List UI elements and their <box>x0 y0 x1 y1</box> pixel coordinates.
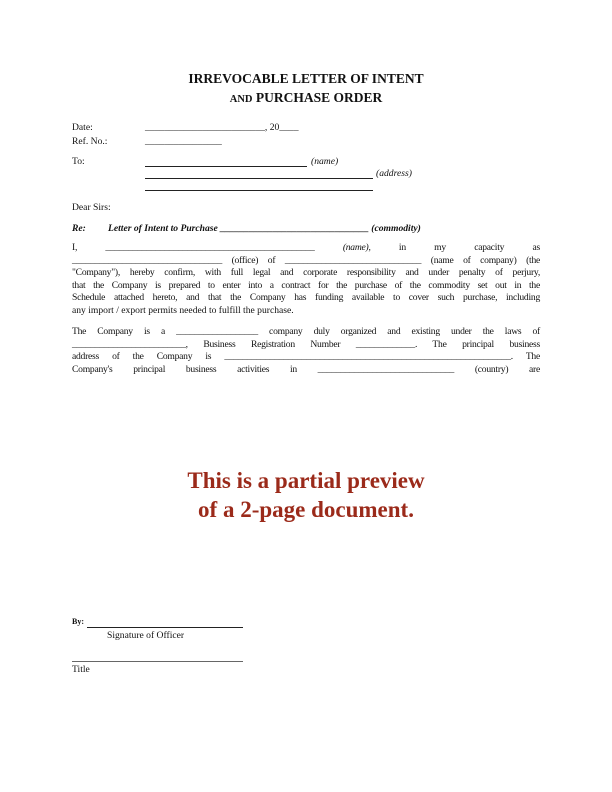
re-label: Re: <box>72 223 86 234</box>
paragraph-1-line-5: Schedule attached hereto, and that the Company has funding available to cover such purchase, including <box>72 292 540 303</box>
word: I, <box>72 242 78 253</box>
name-blank: ______________________________________________ <box>105 242 315 253</box>
to-address-line <box>145 178 373 179</box>
to-name-line <box>145 166 307 167</box>
paragraph-1-line-1 <box>72 242 540 255</box>
re-text: Letter of Intent to Purchase _______________________________ (commodity) <box>108 223 421 234</box>
signature-line <box>87 627 243 628</box>
document-subtitle <box>0 89 612 108</box>
paragraph-2 <box>72 326 540 376</box>
subtitle-and: AND <box>229 94 253 105</box>
paragraph-1 <box>72 242 540 317</box>
subtitle-main: PURCHASE ORDER <box>255 90 383 105</box>
to-address-line-2 <box>145 190 373 191</box>
paragraph-2-line-2: _________________________, Business Registration Number _____________. The principal business <box>72 338 540 350</box>
ref-label: Ref. No.: <box>72 136 108 147</box>
by-label: By: <box>72 617 84 626</box>
word: my <box>434 242 446 253</box>
document-title: IRREVOCABLE LETTER OF INTENT <box>188 71 424 86</box>
paragraph-2-line-3: address of the Company is _______________________________________________________________. The <box>72 351 540 362</box>
preview-line-2: of a 2-page document. <box>198 497 414 522</box>
partial-preview-notice <box>0 466 612 524</box>
name-hint: (name), <box>342 242 371 253</box>
title-line <box>72 661 243 662</box>
to-label: To: <box>72 156 85 167</box>
ref-field: ________________ <box>145 136 222 147</box>
paragraph-2-line-4: Company's principal business activities in ______________________________ (country) are <box>72 363 540 375</box>
preview-line-1: This is a partial preview <box>187 468 425 493</box>
word: in <box>398 242 406 253</box>
date-label: Date: <box>72 122 93 133</box>
paragraph-1-line-2: _________________________________ (office) of ______________________________ (name of company) (the <box>72 254 540 266</box>
paragraph-2-line-1: The Company is a __________________ company duly organized and existing under the laws of <box>72 326 540 337</box>
signature-label: Signature of Officer <box>107 630 185 641</box>
paragraph-1-line-3: "Company"), hereby confirm, with full legal and corporate responsibility and under penalty of perjury, <box>72 267 540 278</box>
word: as <box>532 242 540 253</box>
word: capacity <box>474 242 505 253</box>
salutation: Dear Sirs: <box>72 202 111 213</box>
paragraph-1-line-6: any import / export permits needed to fulfill the purchase. <box>72 304 294 316</box>
title-label: Title <box>72 664 90 675</box>
paragraph-1-line-4: that the Company is prepared to enter into a contract for the purchase of the commodity set out in the <box>72 279 540 291</box>
to-address-hint: (address) <box>376 168 412 179</box>
date-field: _________________________, 20____ <box>145 122 299 133</box>
to-name-hint: (name) <box>311 156 339 167</box>
